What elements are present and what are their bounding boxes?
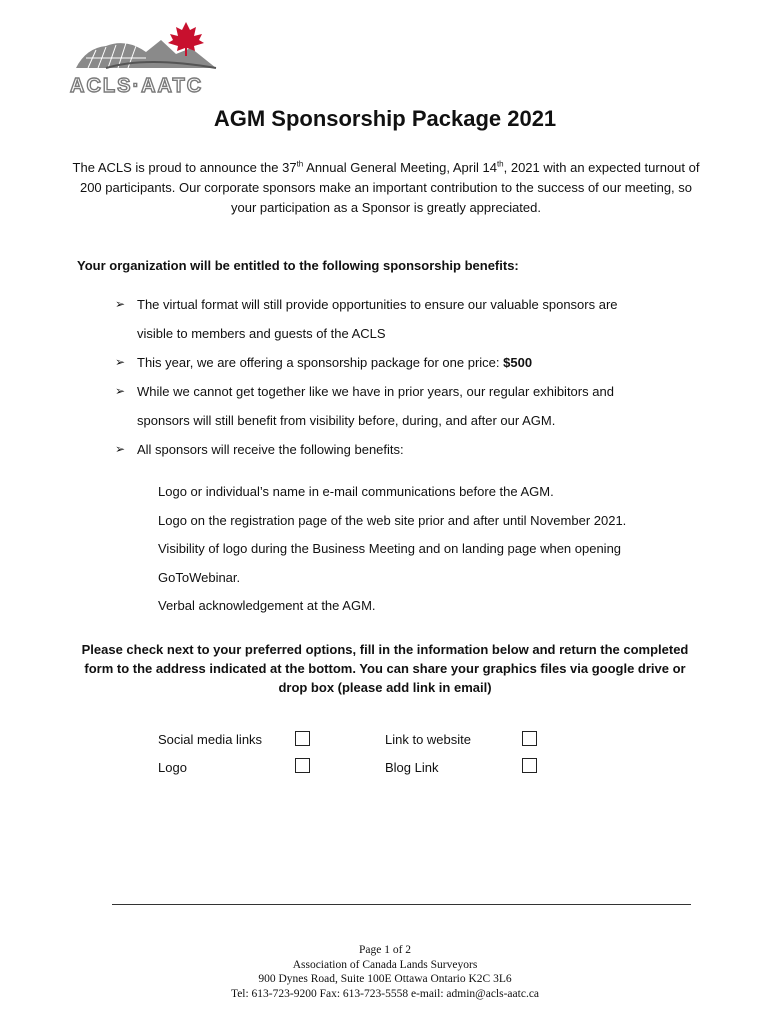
instructions: Please check next to your preferred options, fill in the information below and return the completed form to the address indicated at the bottom. You can share your graphics files via google drive or drop box (please add link in email) — [81, 642, 689, 695]
arrow-bullet-icon: ➢ — [115, 355, 126, 369]
page-title: AGM Sponsorship Package 2021 — [213, 106, 557, 131]
address: 900 Dynes Road, Suite 100E Ottawa Ontario K2C 3L6 — [258, 973, 512, 985]
list-item: GoToWebinar. — [158, 569, 241, 585]
intro-paragraph: The ACLS is proud to announce the 37th Annual General Meeting, April 14th, 2021 with an expected turnout of 200 participants. Our corporate sponsors make an important contribution to the success of our meeting, so your participation as a Sponsor is greatly appreciated. — [72, 159, 700, 215]
benefits-list — [115, 290, 685, 464]
list-item: Logo or individual’s name in e-mail communications before the AGM. — [158, 484, 554, 499]
benefits-heading: Your organization will be entitled to the following sponsorship benefits: — [77, 258, 519, 273]
social-media-checkbox[interactable] — [295, 731, 310, 746]
contact-info: Tel: 613-723-9200 Fax: 613-723-5558 e-mail: admin@acls-aatc.ca — [230, 987, 540, 1000]
logo-checkbox[interactable] — [295, 758, 310, 773]
sponsor-benefits-list — [158, 478, 698, 621]
arrow-bullet-icon: ➢ — [115, 297, 126, 311]
arrow-bullet-icon: ➢ — [115, 442, 126, 456]
website-label: Link to website — [385, 732, 471, 747]
logo-text: ACLS·AATC — [70, 75, 204, 97]
list-item: ➢ This year, we are offering a sponsorship package for one price: $500 — [115, 348, 685, 377]
list-item: ➢ The virtual format will still provide opportunities to ensure our valuable sponsors are — [115, 290, 685, 319]
logo-label: Logo — [158, 760, 187, 775]
organization-name: Association of Canada Lands Surveyors — [292, 958, 478, 971]
list-item: ➢ All sponsors will receive the following benefits: — [115, 435, 685, 464]
page-number: Page 1 of 2 — [358, 944, 412, 956]
footer-divider — [112, 904, 691, 905]
blog-label: Blog Link — [385, 760, 439, 775]
list-item: Logo on the registration page of the web site prior and after until November 2021. — [158, 512, 627, 528]
list-item: Verbal acknowledgement at the AGM. — [158, 598, 376, 613]
acls-aatc-logo — [66, 18, 238, 98]
page-footer — [0, 943, 770, 1001]
price: $500 — [503, 355, 533, 370]
website-checkbox[interactable] — [522, 731, 537, 746]
arrow-bullet-icon: ➢ — [115, 384, 126, 398]
blog-checkbox[interactable] — [522, 758, 537, 773]
social-media-label: Social media links — [158, 732, 263, 747]
list-item: sponsors will still benefit from visibility before, during, and after our AGM. — [137, 413, 556, 428]
list-item: visible to members and guests of the ACLS — [137, 326, 386, 341]
list-item: ➢ While we cannot get together like we have in prior years, our regular exhibitors and — [115, 377, 685, 406]
list-item: Visibility of logo during the Business Meeting and on landing page when opening — [158, 541, 622, 556]
